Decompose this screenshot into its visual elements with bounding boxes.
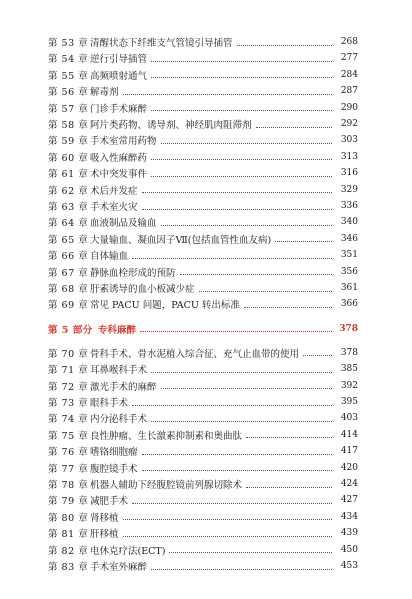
chapter-number: 第 64 章	[48, 218, 89, 230]
chapter-number: 第 68 章	[48, 284, 89, 295]
leader-dots	[199, 283, 332, 292]
page-number: 303	[340, 135, 358, 146]
page-number: 340	[340, 217, 358, 228]
chapter-title: 眼科手术	[90, 398, 129, 409]
page-number: 417	[340, 446, 358, 457]
part-number: 第 5 部分	[48, 324, 93, 336]
chapter-number: 第 63 章	[48, 202, 89, 213]
leader-dots	[123, 528, 332, 537]
toc-row[interactable]	[48, 231, 358, 247]
leader-dots	[246, 429, 332, 438]
chapter-title: 吸入性麻醉药	[90, 152, 148, 164]
toc-row[interactable]	[48, 509, 358, 525]
chapter-title: 激光手术的麻醉	[90, 381, 157, 393]
leader-dots	[151, 168, 332, 177]
toc-row[interactable]	[48, 198, 358, 214]
chapter-number: 第 58 章	[48, 120, 89, 131]
page-number: 313	[340, 151, 358, 162]
page-number: 356	[340, 266, 358, 277]
toc-row[interactable]	[48, 132, 358, 148]
chapter-number: 第 74 章	[48, 414, 89, 426]
chapter-number: 第 53 章	[48, 38, 89, 49]
leader-dots	[142, 446, 332, 455]
leader-dots	[132, 495, 332, 504]
chapter-number: 第 57 章	[48, 103, 89, 115]
page-number: 366	[340, 299, 358, 310]
chapter-number: 第 81 章	[48, 529, 89, 541]
chapter-number: 第 59 章	[48, 136, 89, 148]
page-number: 453	[340, 561, 358, 571]
chapter-title: 门诊手术麻醉	[90, 103, 148, 115]
page-number: 385	[340, 364, 358, 375]
chapter-title: 良性肿瘤、生长激素抑制素和奥曲肽	[90, 430, 243, 442]
toc-row[interactable]	[48, 67, 358, 83]
chapter-number: 第 70 章	[48, 348, 89, 360]
toc-row[interactable]	[48, 410, 358, 426]
chapter-title: 常见 PACU 问题，PACU 转出标准	[90, 300, 240, 312]
chapter-number: 第 82 章	[48, 545, 89, 557]
leader-dots	[151, 102, 332, 111]
page-number: 290	[340, 102, 358, 113]
chapter-title: 肾移植	[90, 512, 119, 524]
toc-row[interactable]	[48, 116, 358, 132]
chapter-title: 耳鼻喉科手术	[90, 365, 148, 377]
chapter-number: 第 60 章	[48, 152, 89, 164]
chapter-number: 第 80 章	[48, 512, 89, 524]
leader-dots	[161, 380, 332, 389]
page-number: 427	[340, 495, 358, 506]
chapter-number: 第 65 章	[48, 234, 89, 246]
leader-dots	[246, 479, 332, 488]
page-number: 277	[340, 53, 358, 64]
toc-row[interactable]	[48, 247, 358, 263]
chapter-title: 阿片类药物、诱导剂、神经肌肉阻滞剂	[90, 120, 252, 131]
chapter-number: 第 79 章	[48, 496, 89, 508]
chapter-number: 第 76 章	[48, 447, 89, 459]
leader-dots	[180, 266, 332, 275]
toc-row[interactable]	[48, 345, 358, 361]
chapter-title: 静脉血栓形成的预防	[90, 267, 176, 279]
chapter-title: 机器人辅助下经腹腔镜前列腺切除术	[90, 480, 243, 491]
chapter-number: 第 83 章	[48, 562, 89, 573]
chapter-title: 解毒剂	[90, 87, 119, 99]
toc-row[interactable]	[48, 525, 358, 541]
toc-row[interactable]	[48, 165, 358, 181]
chapter-title: 手术室外麻醉	[90, 562, 148, 573]
page-number: 329	[340, 184, 358, 195]
chapter-title: 电休克疗法(ECT)	[90, 545, 166, 557]
leader-dots	[132, 250, 332, 259]
chapter-number: 第 75 章	[48, 430, 89, 442]
chapter-title: 肝素诱导的血小板减少症	[90, 284, 195, 295]
toc-row[interactable]	[48, 296, 358, 312]
toc-row[interactable]	[48, 182, 358, 198]
part-title: 专科麻醉	[98, 324, 137, 336]
chapter-title: 内分泌科手术	[90, 414, 148, 426]
leader-dots	[132, 397, 332, 406]
page-number: 378	[340, 347, 358, 358]
chapter-number: 第 72 章	[48, 381, 89, 393]
chapter-number: 第 54 章	[48, 54, 89, 66]
leader-dots	[151, 151, 332, 160]
leader-dots	[140, 323, 332, 332]
toc-part-heading[interactable]	[48, 321, 358, 337]
page-number: 268	[340, 37, 358, 47]
chapter-title: 自体输血	[90, 251, 129, 263]
chapter-title: 减肥手术	[90, 496, 129, 508]
page-number: 395	[340, 397, 358, 407]
leader-dots	[123, 86, 332, 95]
chapter-title: 逆行引导插管	[90, 54, 148, 66]
page-number: 439	[340, 528, 358, 539]
leader-dots	[275, 233, 332, 242]
page-number: 403	[340, 413, 358, 424]
toc-row[interactable]	[48, 34, 358, 50]
chapter-title: 腹腔镜手术	[90, 463, 138, 475]
chapter-number: 第 62 章	[48, 185, 89, 197]
leader-dots	[151, 413, 332, 422]
chapter-title: 手术室常用药物	[90, 136, 157, 148]
page-number: 287	[340, 86, 358, 97]
page-number: 392	[340, 380, 358, 391]
chapter-title: 骨科手术、骨水泥植入综合征、充气止血带的使用	[90, 348, 300, 360]
toc-row[interactable]	[48, 492, 358, 508]
leader-dots	[151, 364, 332, 373]
toc-row[interactable]	[48, 378, 358, 394]
page-number: 378	[339, 323, 358, 334]
page-number: 420	[340, 462, 358, 473]
leader-dots	[151, 53, 332, 62]
toc-row[interactable]	[48, 427, 358, 443]
page-number: 434	[340, 511, 358, 522]
page-number: 336	[340, 201, 358, 211]
page-number: 351	[340, 250, 358, 261]
chapter-number: 第 55 章	[48, 70, 89, 82]
leader-dots	[256, 119, 332, 128]
chapter-title: 术后并发症	[90, 185, 138, 197]
leader-dots	[142, 201, 332, 210]
leader-dots	[142, 184, 332, 193]
chapter-number: 第 71 章	[48, 365, 89, 377]
toc-row[interactable]	[48, 280, 358, 296]
page-number: 292	[340, 119, 358, 129]
chapter-number: 第 77 章	[48, 463, 89, 475]
leader-dots	[151, 69, 332, 78]
toc-row[interactable]	[48, 361, 358, 377]
leader-dots	[161, 135, 332, 144]
leader-dots	[169, 544, 332, 553]
toc-row[interactable]	[48, 476, 358, 492]
toc-row[interactable]	[48, 50, 358, 66]
page-number: 346	[340, 233, 358, 244]
toc-row[interactable]	[48, 264, 358, 280]
toc-row[interactable]	[48, 100, 358, 116]
chapter-number: 第 73 章	[48, 398, 89, 409]
chapter-number: 第 78 章	[48, 480, 89, 491]
leader-dots	[161, 217, 332, 226]
leader-dots	[244, 299, 332, 308]
chapter-number: 第 66 章	[48, 251, 89, 263]
page-number: 361	[340, 283, 358, 293]
chapter-title: 手术室火灾	[90, 202, 138, 213]
toc-row[interactable]	[48, 394, 358, 410]
toc-row[interactable]	[48, 542, 358, 558]
page-number: 316	[340, 168, 358, 179]
leader-dots	[303, 347, 332, 356]
page-number: 450	[340, 544, 358, 555]
chapter-title: 清醒状态下纤维支气管镜引导插管	[90, 38, 233, 49]
leader-dots	[237, 37, 332, 46]
chapter-number: 第 56 章	[48, 87, 89, 99]
chapter-title: 血液制品及输血	[90, 218, 157, 230]
toc-row[interactable]	[48, 149, 358, 165]
chapter-title: 大量输血、凝血因子Ⅶ(包括血管性血友病)	[90, 234, 272, 246]
chapter-number: 第 69 章	[48, 300, 89, 312]
leader-dots	[151, 561, 332, 570]
toc-row[interactable]	[48, 460, 358, 476]
chapter-title: 高频喷射通气	[90, 70, 148, 82]
chapter-title: 术中突发事件	[90, 169, 148, 181]
page-number: 424	[340, 479, 358, 489]
toc-row[interactable]	[48, 443, 358, 459]
chapter-number: 第 61 章	[48, 169, 89, 181]
toc-row[interactable]	[48, 83, 358, 99]
chapter-title: 嗜铬细胞瘤	[90, 447, 138, 459]
chapter-title: 肝移植	[90, 529, 119, 541]
toc-row[interactable]	[48, 558, 358, 574]
chapter-number: 第 67 章	[48, 267, 89, 279]
leader-dots	[123, 511, 332, 520]
page-number: 414	[340, 429, 358, 440]
toc-row[interactable]	[48, 214, 358, 230]
page-number: 284	[340, 69, 358, 80]
leader-dots	[142, 462, 332, 471]
